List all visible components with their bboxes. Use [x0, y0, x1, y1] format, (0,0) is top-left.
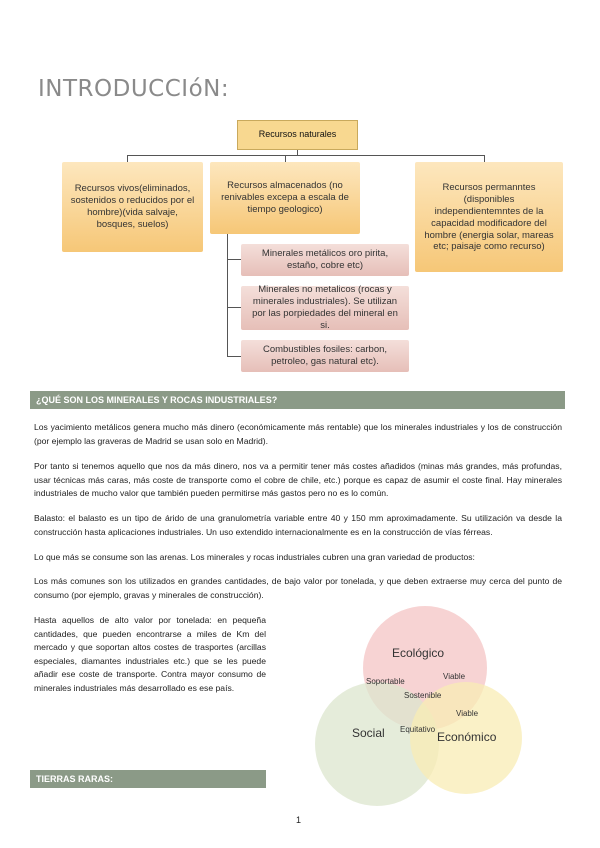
- diagram-node-nonmetallic: Minerales no metalicos (rocas y minerales industriales). Se utilizan por las porpiedades del mineral en si.: [241, 286, 409, 330]
- venn-label-ecologico: Ecológico: [392, 646, 445, 660]
- venn-label-viable: Viable: [456, 709, 479, 718]
- paragraph: Los más comunes son los utilizados en grandes cantidades, de bajo valor por tonelada, y que deben extraerse muy cerca del punto de consumo (por ejemplo, gravas y minerales de construcción).: [34, 576, 562, 600]
- paragraph: Los yacimiento metálicos genera mucho más dinero (económicamente más rentable) que los minerales industriales y los de construcción (por ejemplo las graveras de Madrid se usan solo en Madrid).: [34, 422, 562, 446]
- diagram-node-stored: Recursos almacenados (no renivables excepa a escala de tiempo geologico): [210, 162, 360, 234]
- page-title: INTRODUCCIóN:: [38, 76, 230, 102]
- diagram-node-renewable: Recursos vivos(eliminados, sostenidos o reducidos por el hombre)(vida salvaje, bosques, suelos): [62, 162, 203, 252]
- diagram-node-fossil: Combustibles fosiles: carbon, petroleo, gas natural etc).: [241, 340, 409, 372]
- paragraph: Lo que más se consume son las arenas. Los minerales y rocas industriales cubren una gran variedad de productos:: [34, 552, 475, 562]
- diagram-node-permanent: Recursos permanntes (disponibles independientemntes de la capacidad modificadore del hombre (energia solar, mareas etc; paisaje como recurso): [415, 162, 563, 272]
- venn-label-soportable: Soportable: [366, 677, 405, 686]
- connector: [127, 155, 128, 162]
- connector: [227, 234, 228, 357]
- paragraph: Balasto: el balasto es un tipo de árido de una granulometría variable entre 40 y 150 mm aproximadamente. Su utilización va desde la construcción hasta aplicaciones industriales. Un uso extendido internacionalmente es en la construcción de vías férreas.: [34, 513, 562, 537]
- venn-label-equitativo: Equitativo: [400, 725, 436, 734]
- venn-label-economico: Económico: [437, 730, 497, 744]
- connector: [227, 356, 241, 357]
- venn-label-sostenible: Sostenible: [404, 691, 442, 700]
- connector: [127, 155, 485, 156]
- venn-label-viable: Viable: [443, 672, 466, 681]
- connector: [285, 155, 286, 162]
- page-number: 1: [296, 815, 302, 825]
- section-header-tierras-raras: TIERRAS RARAS:: [30, 770, 266, 788]
- diagram-root: Recursos naturales: [237, 120, 358, 150]
- diagram-node-metallic: Minerales metálicos oro pirita, estaño, cobre etc): [241, 244, 409, 276]
- section-header-minerals: ¿QUÉ SON LOS MINERALES Y ROCAS INDUSTRIALES?: [30, 391, 565, 409]
- paragraph: Hasta aquellos de alto valor por tonelada: en pequeña cantidades, que pueden encontrarse a miles de Km del mercado y que soportan altos costes de trasportes (arcillas especiales, diamantes industriales etc.) que se les puede añadir ese coste de transporte. Contra mayor consumo de minerales industriales más desarrollado es ese país.: [34, 615, 266, 693]
- connector: [227, 259, 241, 260]
- venn-label-social: Social: [352, 726, 385, 740]
- connector: [227, 307, 241, 308]
- paragraph: Por tanto si tenemos aquello que nos da más dinero, nos va a permitir tener más costes añadidos (minas más grandes, más profundas, usar técnicas más caras, más coste de transporte como el cobre de chile, etc.) porque es capaz de asumir el coste final. Hay minerales industriales de mucho valor que también pueden permitirse más gastos pero no es lo común.: [34, 461, 562, 498]
- connector: [484, 155, 485, 162]
